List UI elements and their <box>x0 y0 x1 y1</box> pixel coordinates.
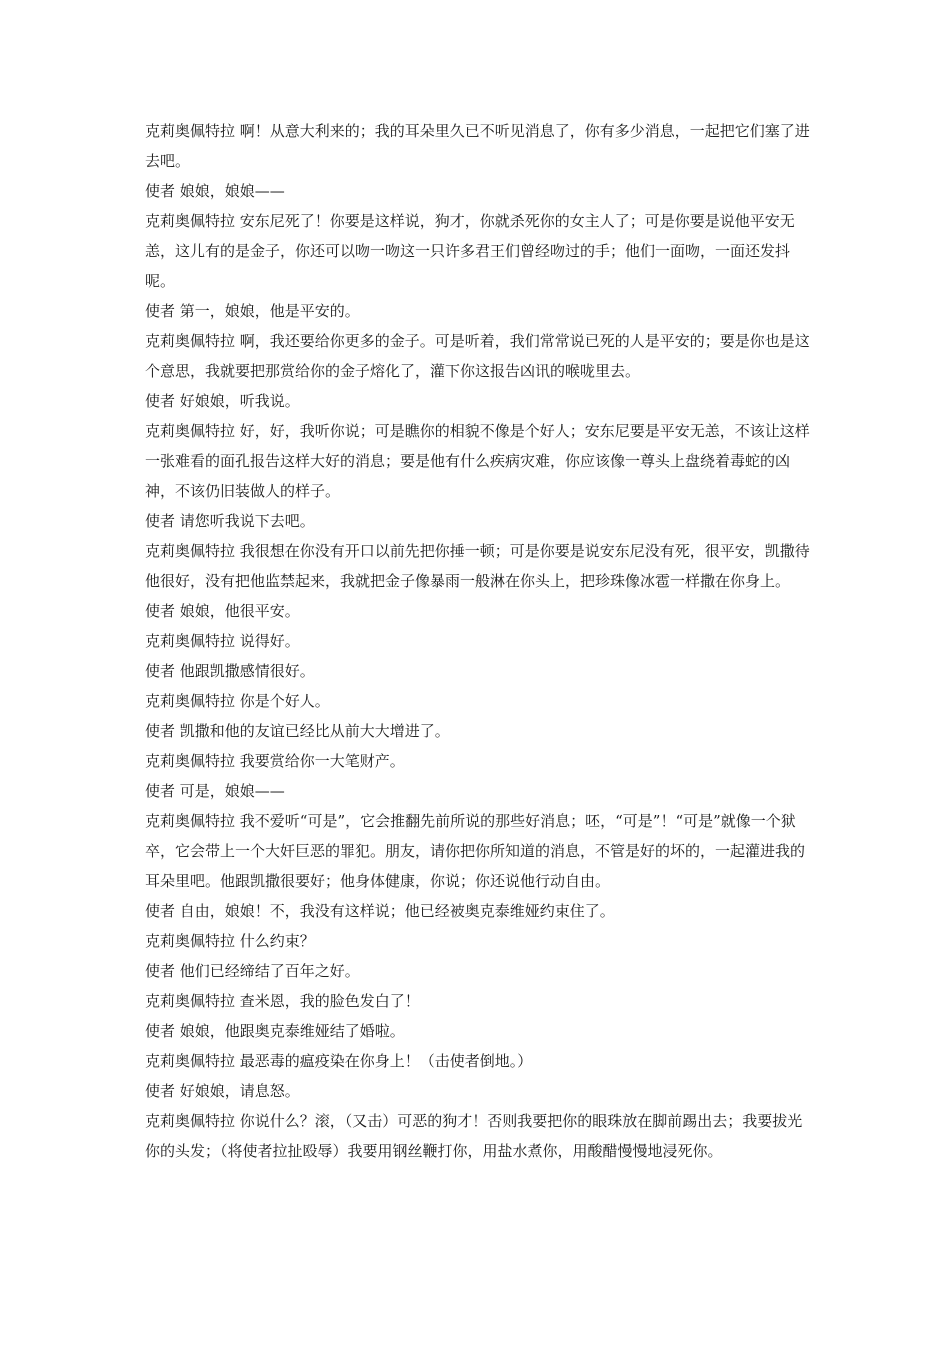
dialogue-line <box>145 746 813 776</box>
speech-text: 你是个好人。 <box>239 692 330 710</box>
dialogue-line <box>145 176 813 206</box>
dialogue-line <box>145 116 813 176</box>
speech-text: 好，好，我听你说；可是瞧你的相貌不像是个好人；安东尼要是平安无恙，不该让这样一张难看的面孔报告这样大好的消息；要是他有什么疾病灾难，你应该像一尊头上盘绕着毒蛇的凶神，不该仍旧装做人的样子。 <box>145 422 810 500</box>
speech-text: 可是，娘娘—— <box>179 782 285 800</box>
speaker-name: 使者 <box>145 512 176 530</box>
speaker-name: 克莉奥佩特拉 <box>145 542 236 560</box>
dialogue-line <box>145 1076 813 1106</box>
speaker-name: 使者 <box>145 302 176 320</box>
speech-text: 他跟凯撒感情很好。 <box>179 662 315 680</box>
speaker-name: 使者 <box>145 182 176 200</box>
speaker-name: 使者 <box>145 392 176 410</box>
speech-text: 他们已经缔结了百年之好。 <box>179 962 360 980</box>
speaker-name: 克莉奥佩特拉 <box>145 992 236 1010</box>
speech-text: 啊！从意大利来的；我的耳朵里久已不听见消息了，你有多少消息，一起把它们塞了进去吧。 <box>145 122 810 170</box>
speech-text: 你说什么？滚，（又击）可恶的狗才！否则我要把你的眼珠放在脚前踢出去；我要拔光你的头发；（将使者拉扯殴辱）我要用钢丝鞭打你，用盐水煮你，用酸醋慢慢地浸死你。 <box>145 1112 803 1160</box>
speaker-name: 克莉奥佩特拉 <box>145 752 236 770</box>
speech-text: 安东尼死了！你要是这样说，狗才，你就杀死你的女主人了；可是你要是说他平安无恙，这儿有的是金子，你还可以吻一吻这一只许多君王们曾经吻过的手；他们一面吻，一面还发抖呢。 <box>145 212 795 290</box>
speech-text: 请您听我说下去吧。 <box>179 512 315 530</box>
dialogue-line <box>145 806 813 896</box>
dialogue-line <box>145 776 813 806</box>
speech-text: 凯撒和他的友谊已经比从前大大增进了。 <box>179 722 450 740</box>
script-page <box>145 116 813 1166</box>
dialogue-line <box>145 626 813 656</box>
dialogue-line <box>145 896 813 926</box>
dialogue-line <box>145 1106 813 1166</box>
dialogue-line <box>145 986 813 1016</box>
dialogue-line <box>145 926 813 956</box>
speaker-name: 使者 <box>145 1082 176 1100</box>
speech-text: 我要赏给你一大笔财产。 <box>239 752 405 770</box>
speech-text: 娘娘，娘娘—— <box>179 182 285 200</box>
dialogue-line <box>145 1016 813 1046</box>
speaker-name: 使者 <box>145 722 176 740</box>
dialogue-line <box>145 656 813 686</box>
speech-text: 查米恩，我的脸色发白了！ <box>239 992 420 1010</box>
speaker-name: 克莉奥佩特拉 <box>145 692 236 710</box>
speech-text: 第一，娘娘，他是平安的。 <box>179 302 360 320</box>
speaker-name: 使者 <box>145 782 176 800</box>
dialogue-line <box>145 386 813 416</box>
speaker-name: 克莉奥佩特拉 <box>145 422 236 440</box>
speech-text: 最恶毒的瘟疫染在你身上！（击使者倒地。） <box>239 1052 533 1070</box>
speech-text: 好娘娘，听我说。 <box>179 392 300 410</box>
speech-text: 说得好。 <box>239 632 300 650</box>
speaker-name: 使者 <box>145 1022 176 1040</box>
speaker-name: 克莉奥佩特拉 <box>145 632 236 650</box>
dialogue-line <box>145 1046 813 1076</box>
speech-text: 我不爱听“可是”，它会推翻先前所说的那些好消息；呸，“可是”！“可是”就像一个狱卒，它会带上一个大奸巨恶的罪犯。朋友，请你把你所知道的消息，不管是好的坏的，一起灌进我的耳朵里吧。他跟凯撒很要好；他身体健康，你说；你还说他行动自由。 <box>145 812 806 890</box>
speaker-name: 克莉奥佩特拉 <box>145 122 236 140</box>
speech-text: 我很想在你没有开口以前先把你捶一顿；可是你要是说安东尼没有死，很平安，凯撒待他很好，没有把他监禁起来，我就把金子像暴雨一般淋在你头上，把珍珠像冰雹一样撒在你身上。 <box>145 542 810 590</box>
speaker-name: 克莉奥佩特拉 <box>145 212 236 230</box>
dialogue-line <box>145 956 813 986</box>
speaker-name: 使者 <box>145 602 176 620</box>
speaker-name: 使者 <box>145 962 176 980</box>
dialogue-line <box>145 296 813 326</box>
speaker-name: 克莉奥佩特拉 <box>145 1052 236 1070</box>
speaker-name: 使者 <box>145 662 176 680</box>
dialogue-line <box>145 686 813 716</box>
speech-text: 娘娘，他跟奥克泰维娅结了婚啦。 <box>179 1022 405 1040</box>
speech-text: 娘娘，他很平安。 <box>179 602 300 620</box>
dialogue-line <box>145 596 813 626</box>
speaker-name: 克莉奥佩特拉 <box>145 812 236 830</box>
dialogue-line <box>145 506 813 536</box>
dialogue-line <box>145 206 813 296</box>
speech-text: 什么约束？ <box>239 932 315 950</box>
dialogue-line <box>145 716 813 746</box>
speaker-name: 克莉奥佩特拉 <box>145 932 236 950</box>
dialogue-line <box>145 326 813 386</box>
speaker-name: 克莉奥佩特拉 <box>145 1112 236 1130</box>
speech-text: 好娘娘，请息怒。 <box>179 1082 300 1100</box>
speaker-name: 使者 <box>145 902 176 920</box>
dialogue-line <box>145 536 813 596</box>
speech-text: 自由，娘娘！不，我没有这样说；他已经被奥克泰维娅约束住了。 <box>179 902 615 920</box>
speaker-name: 克莉奥佩特拉 <box>145 332 236 350</box>
dialogue-line <box>145 416 813 506</box>
speech-text: 啊，我还要给你更多的金子。可是听着，我们常常说已死的人是平安的；要是你也是这个意思，我就要把那赏给你的金子熔化了，灌下你这报告凶讯的喉咙里去。 <box>145 332 810 380</box>
